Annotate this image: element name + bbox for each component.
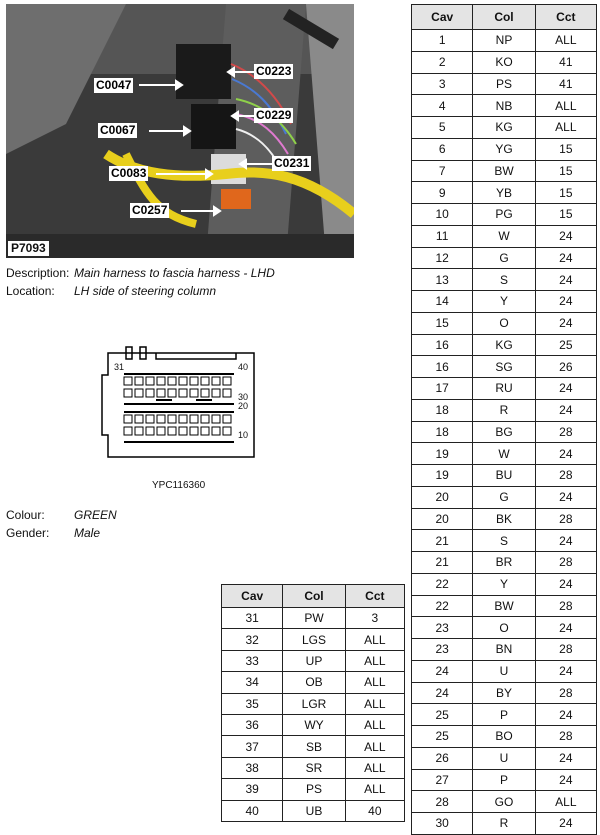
cell-col: O [473,617,535,639]
cell-col: P [473,769,535,791]
location-value: LH side of steering column [74,284,217,298]
table-row [412,704,597,726]
cell-cct: ALL [535,117,596,139]
cell-cav: 10 [412,204,473,226]
cell-cct: 24 [535,247,596,269]
cell-cav: 33 [222,650,283,671]
cavity-table-31-40 [221,584,405,822]
cell-cct: 28 [535,595,596,617]
cell-col: GO [473,791,535,813]
table-row [412,247,597,269]
cell-cav: 32 [222,629,283,650]
cell-cct: 24 [535,312,596,334]
cell-cct: 40 [345,800,404,821]
cell-cct: 24 [535,486,596,508]
cell-col: BO [473,726,535,748]
cell-col: PS [283,779,345,800]
cell-col: P [473,704,535,726]
pin-label-31: 31 [114,362,125,372]
cell-cct: ALL [345,714,404,735]
callout-c0083: C0083 [111,166,147,180]
cell-cct: 15 [535,138,596,160]
table-row [222,800,405,821]
cell-col: YG [473,138,535,160]
table-row [412,95,597,117]
cell-cct: 15 [535,160,596,182]
cell-cct: 24 [535,530,596,552]
cell-cct: 25 [535,334,596,356]
pin-label-40: 40 [238,362,249,372]
table-row [412,791,597,813]
table-row [222,736,405,757]
cell-cct: 28 [535,508,596,530]
cell-col: G [473,247,535,269]
cell-cav: 5 [412,117,473,139]
cell-cav: 23 [412,617,473,639]
table-row [222,629,405,650]
table-row [412,747,597,769]
cell-col: U [473,747,535,769]
cell-col: UP [283,650,345,671]
cell-cav: 1 [412,30,473,52]
pin-label-10: 10 [238,430,249,440]
table-row [412,73,597,95]
cell-cav: 18 [412,399,473,421]
cell-col: PG [473,204,535,226]
table-row [412,356,597,378]
table-row [412,312,597,334]
table-row [412,204,597,226]
cell-cav: 20 [412,508,473,530]
description-label: Description: [6,266,70,280]
cell-col: UB [283,800,345,821]
table-row [412,443,597,465]
cell-col: R [473,813,535,835]
colour-label: Colour: [6,508,45,522]
cell-cct: 28 [535,421,596,443]
cell-cav: 13 [412,269,473,291]
cell-col: G [473,486,535,508]
cell-cct: 24 [535,291,596,313]
cell-cav: 3 [412,73,473,95]
cell-cct: 28 [535,552,596,574]
cell-cav: 21 [412,530,473,552]
cell-col: SG [473,356,535,378]
cell-cct: ALL [345,629,404,650]
cell-cav: 18 [412,421,473,443]
header-cct: Cct [345,585,404,608]
cell-cct: 24 [535,399,596,421]
header-col: Col [283,585,345,608]
description-value: Main harness to fascia harness - LHD [74,266,275,280]
table-row [412,421,597,443]
cell-cct: 15 [535,182,596,204]
cell-cav: 2 [412,51,473,73]
cell-cct: ALL [345,650,404,671]
cell-cct: ALL [535,791,596,813]
cell-col: BW [473,595,535,617]
cell-cav: 34 [222,672,283,693]
cavity-table-1-30 [411,4,597,835]
gender-row [6,524,100,542]
cell-col: BK [473,508,535,530]
table-row [412,486,597,508]
cell-col: BU [473,465,535,487]
cell-cav: 38 [222,757,283,778]
cell-cct: 28 [535,726,596,748]
cell-cav: 22 [412,573,473,595]
cell-cct: ALL [345,672,404,693]
cell-col: LGR [283,693,345,714]
cell-cct: 41 [535,73,596,95]
connector-part-number: YPC116360 [152,480,206,491]
cell-col: S [473,269,535,291]
table-row [412,552,597,574]
cell-col: W [473,225,535,247]
table-row [412,726,597,748]
cell-col: R [473,399,535,421]
cell-cav: 15 [412,312,473,334]
cell-col: S [473,530,535,552]
cell-cav: 12 [412,247,473,269]
table-row [412,291,597,313]
location-label: Location: [6,284,55,298]
cell-cav: 31 [222,608,283,629]
gender-value: Male [74,526,101,540]
cell-cav: 23 [412,639,473,661]
table-row [412,813,597,835]
cell-cav: 19 [412,465,473,487]
cell-col: YB [473,182,535,204]
cell-col: Y [473,573,535,595]
photo-illustration [6,4,354,258]
cell-cct: 24 [535,617,596,639]
cell-cav: 37 [222,736,283,757]
cell-col: Y [473,291,535,313]
cell-cav: 40 [222,800,283,821]
cell-col: KG [473,117,535,139]
connector-face-diagram [96,345,266,465]
cell-cav: 17 [412,378,473,400]
cell-col: WY [283,714,345,735]
cell-cav: 21 [412,552,473,574]
cell-cav: 19 [412,443,473,465]
table-row [222,672,405,693]
table-row [412,573,597,595]
cell-cct: 28 [535,682,596,704]
header-cav: Cav [222,585,283,608]
cell-cav: 36 [222,714,283,735]
table-row [412,378,597,400]
cell-cav: 39 [222,779,283,800]
cell-cav: 11 [412,225,473,247]
table-row [412,399,597,421]
table-row [222,779,405,800]
cell-cct: 24 [535,704,596,726]
table-row [412,660,597,682]
cell-cct: 3 [345,608,404,629]
cell-cav: 27 [412,769,473,791]
callout-c0067: C0067 [100,123,136,137]
callout-c0229: C0229 [256,108,292,122]
cell-cct: ALL [345,736,404,757]
cell-cav: 22 [412,595,473,617]
cell-col: BR [473,552,535,574]
cell-cct: 24 [535,813,596,835]
table-row [412,530,597,552]
cell-cct: 24 [535,269,596,291]
cell-col: KO [473,51,535,73]
cell-cav: 25 [412,726,473,748]
cell-cct: ALL [345,693,404,714]
cell-cav: 7 [412,160,473,182]
location-row [6,282,216,300]
cell-cct: 24 [535,573,596,595]
cell-cct: 24 [535,660,596,682]
cell-cav: 25 [412,704,473,726]
table-row [412,769,597,791]
table-row [412,682,597,704]
cell-cct: 24 [535,769,596,791]
table-header-row [412,5,597,30]
cell-cct: ALL [345,779,404,800]
cell-cav: 26 [412,747,473,769]
table-row [412,182,597,204]
table-row [412,51,597,73]
cell-col: SB [283,736,345,757]
header-col: Col [473,5,535,30]
callout-c0047: C0047 [96,78,132,92]
cell-cct: 26 [535,356,596,378]
cell-col: LGS [283,629,345,650]
table-row [412,160,597,182]
cell-cav: 4 [412,95,473,117]
table-row [412,269,597,291]
cell-cct: 41 [535,51,596,73]
cell-col: BW [473,160,535,182]
table-row [222,693,405,714]
header-cct: Cct [535,5,596,30]
table-row [412,508,597,530]
table-row [412,117,597,139]
cell-cct: 24 [535,378,596,400]
cell-cav: 35 [222,693,283,714]
cell-cav: 24 [412,682,473,704]
callout-c0257: C0257 [132,203,168,217]
cell-cct: 24 [535,747,596,769]
colour-value: GREEN [74,508,117,522]
cell-cct: 28 [535,639,596,661]
table-row [412,617,597,639]
cell-col: U [473,660,535,682]
table-row [412,595,597,617]
table-row [412,138,597,160]
table-row [222,608,405,629]
cell-cav: 30 [412,813,473,835]
cell-cav: 28 [412,791,473,813]
connector-location-photo [6,4,354,258]
cell-col: W [473,443,535,465]
cell-col: BG [473,421,535,443]
pin-label-30: 30 [238,392,249,402]
cell-cav: 9 [412,182,473,204]
callout-c0231: C0231 [274,156,310,170]
cell-cav: 14 [412,291,473,313]
table-header-row [222,585,405,608]
colour-row [6,506,117,524]
table-row [412,465,597,487]
table-row [222,650,405,671]
cell-col: SR [283,757,345,778]
cell-col: PS [473,73,535,95]
cell-cct: 24 [535,225,596,247]
table-row [412,639,597,661]
cell-cav: 16 [412,334,473,356]
cell-col: BY [473,682,535,704]
cell-col: NP [473,30,535,52]
cell-col: BN [473,639,535,661]
cell-col: KG [473,334,535,356]
gender-label: Gender: [6,526,50,540]
cell-cav: 6 [412,138,473,160]
cell-cct: ALL [535,95,596,117]
table-row [412,334,597,356]
callout-c0223: C0223 [256,64,292,78]
cell-col: NB [473,95,535,117]
cell-cct: 28 [535,465,596,487]
table-row [222,757,405,778]
photo-id-label: P7093 [8,241,49,256]
cell-col: O [473,312,535,334]
cell-cct: ALL [345,757,404,778]
description-row [6,264,275,282]
cell-cav: 24 [412,660,473,682]
cell-cav: 16 [412,356,473,378]
table-row [222,714,405,735]
pin-label-20: 20 [238,401,249,411]
cell-cct: ALL [535,30,596,52]
cell-col: PW [283,608,345,629]
cell-cct: 24 [535,443,596,465]
cell-cct: 15 [535,204,596,226]
table-row [412,30,597,52]
cell-col: RU [473,378,535,400]
table-row [412,225,597,247]
header-cav: Cav [412,5,473,30]
cell-col: OB [283,672,345,693]
cell-cav: 20 [412,486,473,508]
